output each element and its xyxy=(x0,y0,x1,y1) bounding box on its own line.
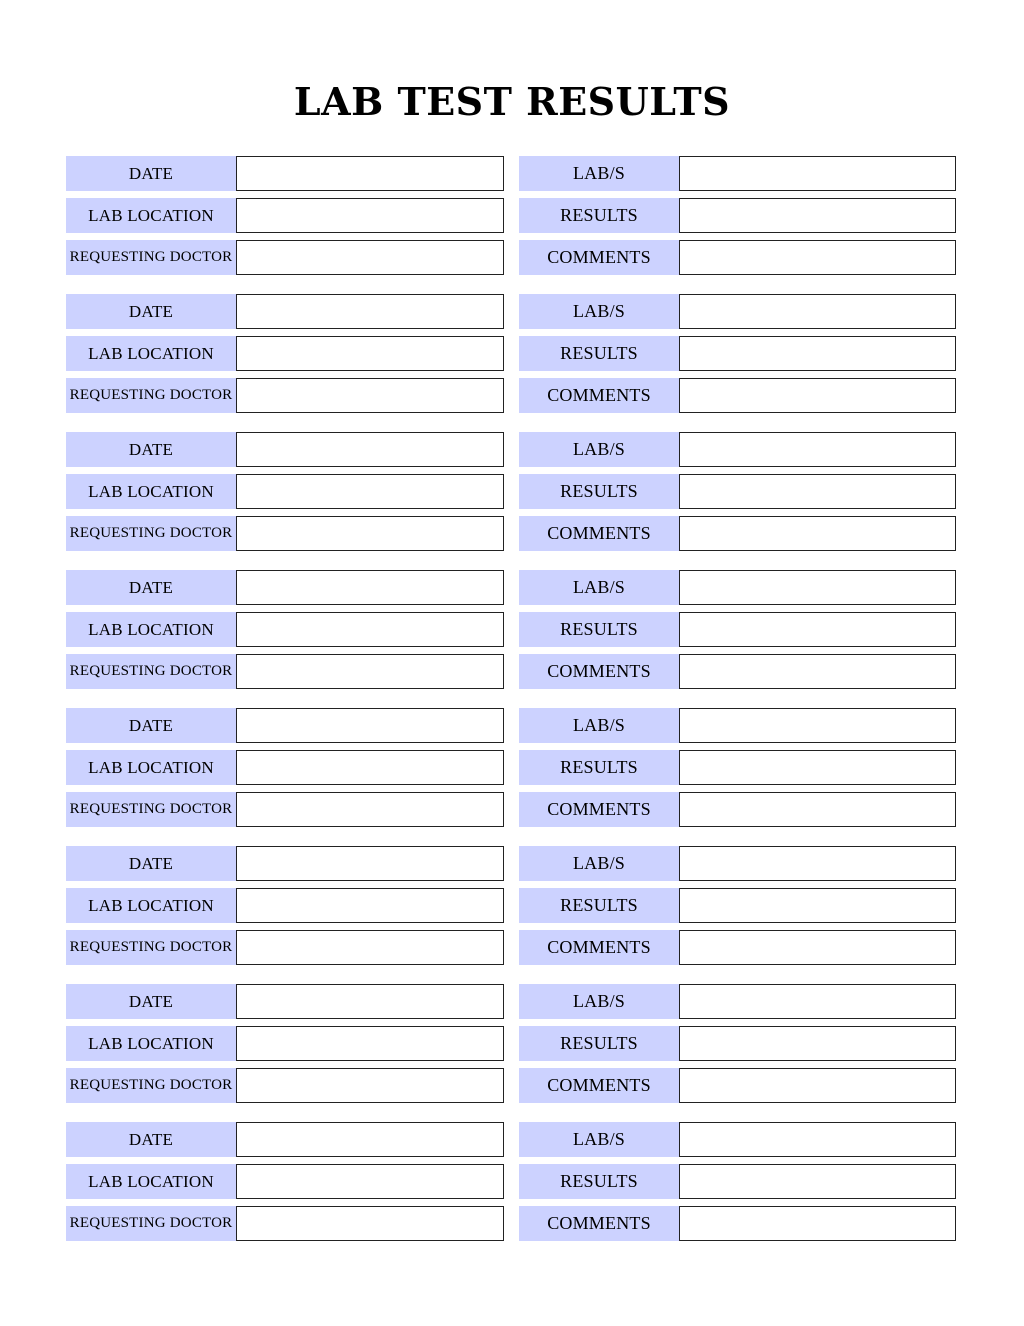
requesting-doctor-field[interactable] xyxy=(236,792,504,827)
labs-row xyxy=(519,294,956,329)
lab-location-row xyxy=(66,1026,504,1061)
results-label: RESULTS xyxy=(519,612,679,647)
lab-location-row xyxy=(66,612,504,647)
record-block xyxy=(66,846,956,965)
lab-location-row xyxy=(66,474,504,509)
date-row xyxy=(66,984,504,1019)
record-block xyxy=(66,708,956,827)
requesting-doctor-label: REQUESTING DOCTOR xyxy=(66,1206,236,1241)
requesting-doctor-label: REQUESTING DOCTOR xyxy=(66,378,236,413)
lab-location-field[interactable] xyxy=(236,1164,504,1199)
results-field[interactable] xyxy=(679,1164,956,1199)
comments-field[interactable] xyxy=(679,1068,956,1103)
results-field[interactable] xyxy=(679,1026,956,1061)
results-row xyxy=(519,612,956,647)
date-field[interactable] xyxy=(236,1122,504,1157)
record-left-column xyxy=(66,294,504,413)
comments-row xyxy=(519,792,956,827)
date-row xyxy=(66,570,504,605)
requesting-doctor-row xyxy=(66,1068,504,1103)
labs-field[interactable] xyxy=(679,1122,956,1157)
requesting-doctor-field[interactable] xyxy=(236,378,504,413)
record-left-column xyxy=(66,846,504,965)
labs-row xyxy=(519,432,956,467)
date-label: DATE xyxy=(66,156,236,191)
labs-field[interactable] xyxy=(679,708,956,743)
results-row xyxy=(519,888,956,923)
requesting-doctor-label: REQUESTING DOCTOR xyxy=(66,930,236,965)
comments-row xyxy=(519,930,956,965)
results-row xyxy=(519,750,956,785)
record-block xyxy=(66,432,956,551)
labs-row xyxy=(519,156,956,191)
comments-row xyxy=(519,240,956,275)
record-block xyxy=(66,570,956,689)
requesting-doctor-field[interactable] xyxy=(236,516,504,551)
results-label: RESULTS xyxy=(519,336,679,371)
results-field[interactable] xyxy=(679,750,956,785)
results-row xyxy=(519,474,956,509)
comments-label: COMMENTS xyxy=(519,930,679,965)
date-label: DATE xyxy=(66,984,236,1019)
labs-row xyxy=(519,708,956,743)
record-right-column xyxy=(519,708,956,827)
labs-field[interactable] xyxy=(679,432,956,467)
comments-label: COMMENTS xyxy=(519,378,679,413)
record-left-column xyxy=(66,984,504,1103)
lab-location-field[interactable] xyxy=(236,612,504,647)
results-field[interactable] xyxy=(679,612,956,647)
comments-row xyxy=(519,378,956,413)
date-label: DATE xyxy=(66,1122,236,1157)
labs-field[interactable] xyxy=(679,984,956,1019)
results-label: RESULTS xyxy=(519,474,679,509)
labs-row xyxy=(519,570,956,605)
comments-field[interactable] xyxy=(679,654,956,689)
lab-location-row xyxy=(66,336,504,371)
requesting-doctor-label: REQUESTING DOCTOR xyxy=(66,240,236,275)
record-block xyxy=(66,1122,956,1241)
labs-label: LAB/S xyxy=(519,846,679,881)
lab-results-form xyxy=(66,156,956,1241)
record-right-column xyxy=(519,846,956,965)
results-label: RESULTS xyxy=(519,888,679,923)
comments-row xyxy=(519,516,956,551)
record-block xyxy=(66,294,956,413)
date-field[interactable] xyxy=(236,156,504,191)
results-row xyxy=(519,1164,956,1199)
lab-location-label: LAB LOCATION xyxy=(66,888,236,923)
lab-location-label: LAB LOCATION xyxy=(66,474,236,509)
comments-field[interactable] xyxy=(679,378,956,413)
record-right-column xyxy=(519,570,956,689)
lab-location-field[interactable] xyxy=(236,336,504,371)
lab-location-row xyxy=(66,1164,504,1199)
page-title: LAB TEST RESULTS xyxy=(293,79,731,124)
results-label: RESULTS xyxy=(519,1026,679,1061)
requesting-doctor-field[interactable] xyxy=(236,654,504,689)
date-row xyxy=(66,708,504,743)
requesting-doctor-row xyxy=(66,792,504,827)
record-left-column xyxy=(66,570,504,689)
record-block xyxy=(66,984,956,1103)
requesting-doctor-row xyxy=(66,1206,504,1241)
lab-location-field[interactable] xyxy=(236,750,504,785)
date-row xyxy=(66,156,504,191)
requesting-doctor-label: REQUESTING DOCTOR xyxy=(66,516,236,551)
date-field[interactable] xyxy=(236,984,504,1019)
results-row xyxy=(519,336,956,371)
results-row xyxy=(519,1026,956,1061)
lab-location-field[interactable] xyxy=(236,1026,504,1061)
record-left-column xyxy=(66,708,504,827)
labs-row xyxy=(519,846,956,881)
labs-field[interactable] xyxy=(679,294,956,329)
lab-location-label: LAB LOCATION xyxy=(66,198,236,233)
date-label: DATE xyxy=(66,708,236,743)
comments-row xyxy=(519,1068,956,1103)
date-label: DATE xyxy=(66,846,236,881)
lab-location-field[interactable] xyxy=(236,198,504,233)
lab-location-label: LAB LOCATION xyxy=(66,1026,236,1061)
lab-location-label: LAB LOCATION xyxy=(66,750,236,785)
date-row xyxy=(66,294,504,329)
requesting-doctor-row xyxy=(66,654,504,689)
record-right-column xyxy=(519,294,956,413)
requesting-doctor-field[interactable] xyxy=(236,1068,504,1103)
record-left-column xyxy=(66,1122,504,1241)
requesting-doctor-row xyxy=(66,240,504,275)
lab-location-field[interactable] xyxy=(236,888,504,923)
labs-label: LAB/S xyxy=(519,294,679,329)
labs-label: LAB/S xyxy=(519,708,679,743)
comments-label: COMMENTS xyxy=(519,516,679,551)
date-field[interactable] xyxy=(236,432,504,467)
results-label: RESULTS xyxy=(519,750,679,785)
date-label: DATE xyxy=(66,570,236,605)
record-right-column xyxy=(519,984,956,1103)
comments-label: COMMENTS xyxy=(519,1068,679,1103)
lab-location-label: LAB LOCATION xyxy=(66,612,236,647)
labs-field[interactable] xyxy=(679,156,956,191)
labs-row xyxy=(519,984,956,1019)
requesting-doctor-label: REQUESTING DOCTOR xyxy=(66,654,236,689)
results-row xyxy=(519,198,956,233)
date-row xyxy=(66,432,504,467)
date-field[interactable] xyxy=(236,294,504,329)
date-label: DATE xyxy=(66,294,236,329)
requesting-doctor-row xyxy=(66,516,504,551)
record-right-column xyxy=(519,1122,956,1241)
comments-label: COMMENTS xyxy=(519,240,679,275)
date-row xyxy=(66,846,504,881)
lab-location-row xyxy=(66,888,504,923)
comments-row xyxy=(519,654,956,689)
labs-label: LAB/S xyxy=(519,1122,679,1157)
results-field[interactable] xyxy=(679,474,956,509)
comments-field[interactable] xyxy=(679,792,956,827)
labs-row xyxy=(519,1122,956,1157)
labs-field[interactable] xyxy=(679,570,956,605)
results-field[interactable] xyxy=(679,198,956,233)
comments-field[interactable] xyxy=(679,516,956,551)
date-field[interactable] xyxy=(236,846,504,881)
results-label: RESULTS xyxy=(519,198,679,233)
date-label: DATE xyxy=(66,432,236,467)
record-right-column xyxy=(519,432,956,551)
lab-location-label: LAB LOCATION xyxy=(66,1164,236,1199)
requesting-doctor-row xyxy=(66,930,504,965)
requesting-doctor-label: REQUESTING DOCTOR xyxy=(66,1068,236,1103)
record-block xyxy=(66,156,956,275)
comments-label: COMMENTS xyxy=(519,654,679,689)
date-row xyxy=(66,1122,504,1157)
labs-field[interactable] xyxy=(679,846,956,881)
requesting-doctor-row xyxy=(66,378,504,413)
results-field[interactable] xyxy=(679,888,956,923)
comments-field[interactable] xyxy=(679,930,956,965)
lab-location-row xyxy=(66,750,504,785)
requesting-doctor-label: REQUESTING DOCTOR xyxy=(66,792,236,827)
record-right-column xyxy=(519,156,956,275)
record-left-column xyxy=(66,432,504,551)
lab-location-field[interactable] xyxy=(236,474,504,509)
comments-row xyxy=(519,1206,956,1241)
labs-label: LAB/S xyxy=(519,432,679,467)
comments-label: COMMENTS xyxy=(519,792,679,827)
date-field[interactable] xyxy=(236,708,504,743)
comments-label: COMMENTS xyxy=(519,1206,679,1241)
labs-label: LAB/S xyxy=(519,570,679,605)
labs-label: LAB/S xyxy=(519,156,679,191)
results-label: RESULTS xyxy=(519,1164,679,1199)
requesting-doctor-field[interactable] xyxy=(236,930,504,965)
record-left-column xyxy=(66,156,504,275)
comments-field[interactable] xyxy=(679,1206,956,1241)
results-field[interactable] xyxy=(679,336,956,371)
requesting-doctor-field[interactable] xyxy=(236,1206,504,1241)
comments-field[interactable] xyxy=(679,240,956,275)
requesting-doctor-field[interactable] xyxy=(236,240,504,275)
date-field[interactable] xyxy=(236,570,504,605)
labs-label: LAB/S xyxy=(519,984,679,1019)
lab-location-label: LAB LOCATION xyxy=(66,336,236,371)
lab-location-row xyxy=(66,198,504,233)
